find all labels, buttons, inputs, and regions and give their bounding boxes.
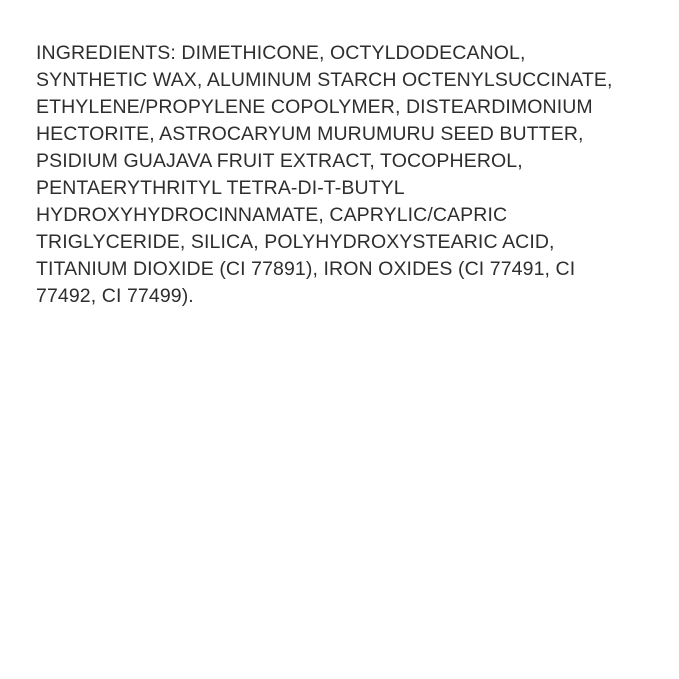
- ingredients-line: TITANIUM DIOXIDE (CI 77891), IRON OXIDES (CI 77491, CI: [36, 258, 576, 280]
- ingredients-line: SYNTHETIC WAX, ALUMINUM STARCH OCTENYLSUCCINATE,: [36, 69, 613, 91]
- ingredients-text: [36, 40, 652, 310]
- ingredients-line: INGREDIENTS: DIMETHICONE, OCTYLDODECANOL,: [36, 42, 526, 64]
- ingredients-line: TRIGLYCERIDE, SILICA, POLYHYDROXYSTEARIC ACID,: [36, 231, 555, 253]
- ingredients-line: HECTORITE, ASTROCARYUM MURUMURU SEED BUTTER,: [36, 123, 584, 145]
- ingredients-line: 77492, CI 77499).: [36, 285, 194, 307]
- ingredients-line: ETHYLENE/PROPYLENE COPOLYMER, DISTEARDIMONIUM: [36, 96, 593, 118]
- ingredients-line: PSIDIUM GUAJAVA FRUIT EXTRACT, TOCOPHEROL,: [36, 150, 523, 172]
- ingredients-line: HYDROXYHYDROCINNAMATE, CAPRYLIC/CAPRIC: [36, 204, 508, 226]
- ingredients-line: PENTAERYTHRITYL TETRA-DI-T-BUTYL: [36, 177, 405, 199]
